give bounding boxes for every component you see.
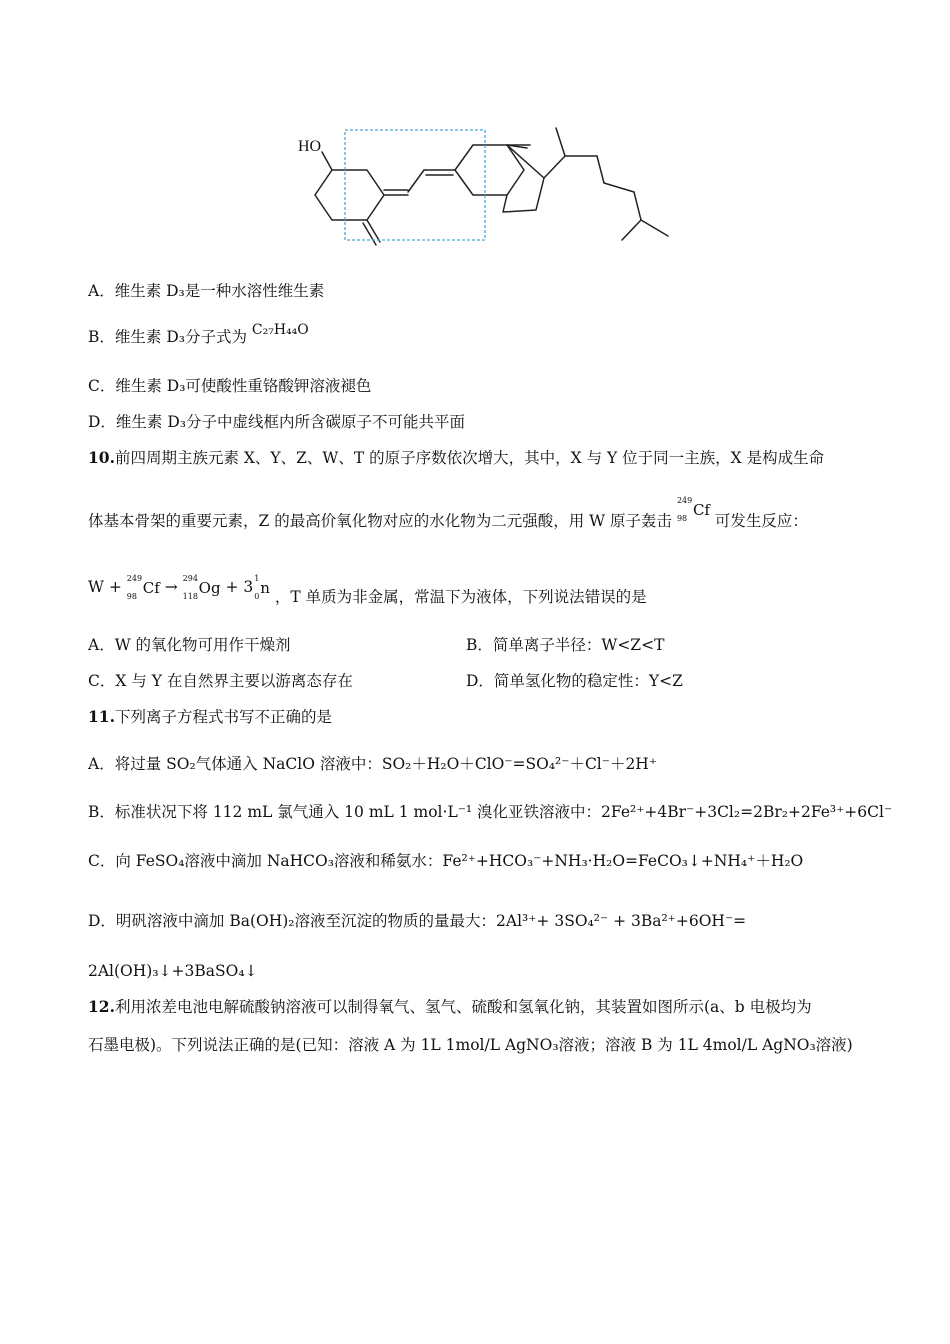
q9-option-d: D．维生素 D₃分子中虚线框内所含碳原子不可能共平面 [88, 413, 465, 431]
og-symbol: Og [198, 579, 221, 597]
og-z: 118 [182, 592, 198, 601]
eq-arrow: → [164, 578, 183, 596]
q10-stem-line3 [88, 574, 647, 609]
cf-mass: 249 [676, 496, 693, 505]
q10-line1-text: 前四周期主族元素 X、Y、Z、W、T 的原子序数依次增大，其中，X 与 Y 位于同一主族，X 是构成生命 [114, 449, 825, 467]
eq-cf-mass: 249 [126, 574, 143, 583]
q12-number: 12. [88, 997, 115, 1016]
q11-option-c: C．向 FeSO₄溶液中滴加 NaHCO₃溶液和稀氨水：Fe²⁺+HCO₃⁻+NH₃·H₂O=FeCO₃↓+NH₄⁺＋H₂O [88, 852, 804, 870]
eq-og-nuclide [182, 574, 221, 601]
cf-symbol: Cf [692, 501, 710, 519]
q10-stem-line1 [88, 447, 824, 469]
eq-w: W + [88, 578, 127, 596]
eq-cf-z: 98 [126, 592, 137, 601]
n-symbol: n [260, 579, 270, 597]
cf-z: 98 [676, 514, 688, 523]
q10-number: 10. [88, 448, 115, 467]
q11-option-d-line1: D．明矾溶液中滴加 Ba(OH)₂溶液至沉淀的物质的量最大：2Al³⁺+ 3SO₄²⁻ + 3Ba²⁺+6OH⁻= [88, 912, 747, 930]
q10-line2-pre: 体基本骨架的重要元素，Z 的最高价氧化物对应的水化物为二元强酸，用 W 原子轰击 [88, 512, 672, 530]
eq-plus3: + 3 [225, 578, 254, 596]
q12-stem-line2: 石墨电极)。下列说法正确的是(已知：溶液 A 为 1L 1mol/L AgNO₃溶液；溶液 B 为 1L 4mol/L AgNO₃溶液) [88, 1036, 853, 1054]
q11-number: 11. [88, 707, 115, 726]
q12-line1-text: 利用浓差电池电解硫酸钠溶液可以制得氧气、氢气、硫酸和氢氧化钠，其装置如图所示(a、b 电极均为 [114, 998, 812, 1016]
ho-label: HO [298, 138, 322, 155]
cf-nuclide [676, 496, 710, 523]
q10-option-a: A．W 的氧化物可用作干燥剂 [88, 636, 291, 654]
nuclear-equation [88, 574, 275, 601]
n-mass: 1 [254, 574, 260, 583]
ring-d [503, 145, 544, 212]
q11-option-a: A．将过量 SO₂气体通入 NaClO 溶液中：SO₂＋H₂O＋ClO⁻=SO₄²⁻＋Cl⁻＋2H⁺ [88, 755, 658, 773]
eq-cf-symbol: Cf [142, 579, 160, 597]
q10-option-d: D．简单氢化物的稳定性：Y<Z [466, 672, 683, 690]
eq-n-nuclide [253, 574, 270, 601]
ring-c [455, 145, 524, 195]
q11-stem [88, 706, 332, 728]
q10-line2-post: 可发生反应： [714, 512, 808, 530]
q11-option-b: B．标准状况下将 112 mL 氯气通入 10 mL 1 mol·L⁻¹ 溴化亚铁溶液中：2Fe²⁺+4Br⁻+3Cl₂=2Br₂+2Fe³⁺+6Cl⁻ [88, 803, 893, 821]
q10-line3-post: ，T 单质为非金属，常温下为液体，下列说法错误的是 [274, 588, 647, 606]
ring-a [315, 170, 384, 220]
vitamin-d3-structure [0, 0, 950, 270]
q11-option-d-line2: 2Al(OH)₃↓+3BaSO₄↓ [88, 962, 258, 980]
q10-stem-line2 [88, 496, 808, 533]
q10-option-b: B．简单离子半径：W<Z<T [466, 636, 665, 654]
q9-option-c: C．维生素 D₃可使酸性重铬酸钾溶液褪色 [88, 377, 372, 395]
eq-cf-nuclide [126, 574, 160, 601]
q9-option-b-formula: C₂₇H₄₄O [251, 322, 309, 338]
og-mass: 294 [182, 574, 198, 583]
n-z: 0 [254, 592, 260, 601]
q11-stem-text: 下列离子方程式书写不正确的是 [114, 708, 332, 726]
q9-option-b-text: B．维生素 D₃分子式为 [88, 328, 247, 346]
q12-stem-line1 [88, 996, 812, 1018]
q9-option-a: A．维生素 D₃是一种水溶性维生素 [88, 282, 325, 300]
q10-option-c: C．X 与 Y 在自然界主要以游离态存在 [88, 672, 353, 690]
dashed-box [345, 130, 485, 240]
q9-option-b [88, 322, 309, 355]
